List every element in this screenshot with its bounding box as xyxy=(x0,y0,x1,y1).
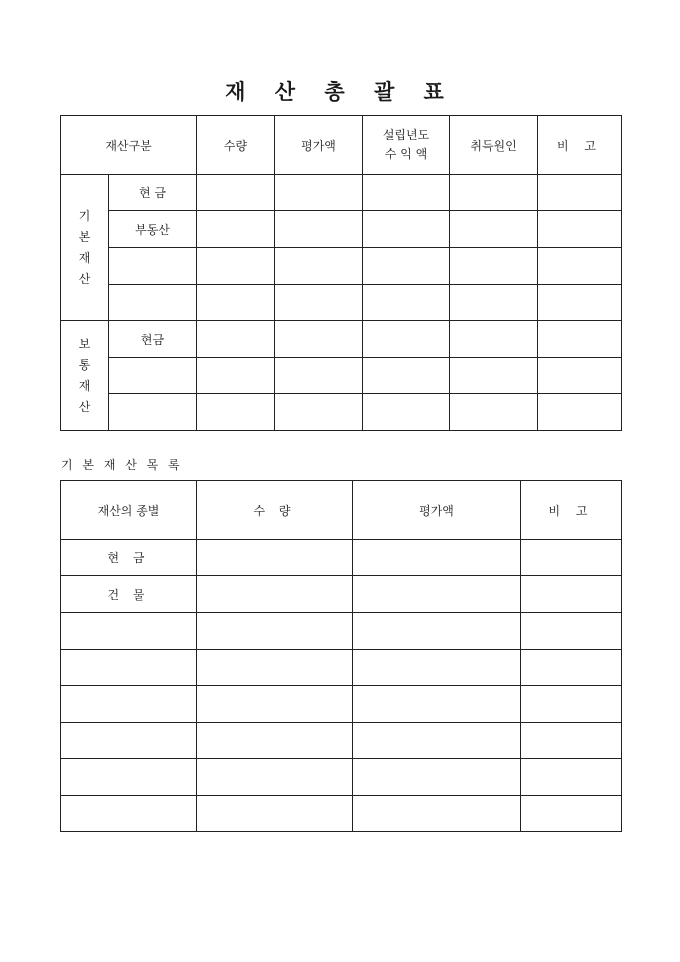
header-quantity: 수 량 xyxy=(197,481,353,540)
header-category: 재산구분 xyxy=(61,116,197,175)
header-founding-income xyxy=(363,116,450,175)
group-basic-property: 기 본 재 산 xyxy=(61,175,109,321)
row-label: 현 금 xyxy=(109,175,197,211)
inventory-header-row xyxy=(61,481,622,540)
header-founding-income-line1: 설립년도 xyxy=(382,128,430,142)
page-title: 재 산 총 괄 표 xyxy=(225,79,455,104)
group-ordinary-property: 보 통 재 산 xyxy=(61,321,109,431)
table-row xyxy=(61,540,622,576)
table-row xyxy=(61,394,622,431)
header-quantity: 수량 xyxy=(197,116,275,175)
table-row xyxy=(61,686,622,723)
row-label xyxy=(61,723,197,759)
header-remarks: 비 고 xyxy=(538,116,622,175)
table-row xyxy=(61,248,622,285)
header-founding-income-line2: 수 익 액 xyxy=(384,147,428,161)
property-summary-table xyxy=(60,115,622,431)
row-label xyxy=(109,358,197,394)
table-row xyxy=(61,285,622,321)
table-row xyxy=(61,759,622,796)
row-label xyxy=(109,285,197,321)
row-label xyxy=(61,650,197,686)
basic-property-inventory-table xyxy=(60,480,622,832)
table-row xyxy=(61,723,622,759)
row-label xyxy=(109,248,197,285)
header-remarks: 비 고 xyxy=(521,481,622,540)
row-label: 현 금 xyxy=(61,540,197,576)
table-row xyxy=(61,613,622,650)
row-label xyxy=(61,759,197,796)
row-label: 현금 xyxy=(109,321,197,358)
header-property-type: 재산의 종별 xyxy=(61,481,197,540)
row-label xyxy=(61,686,197,723)
table-row xyxy=(61,321,622,358)
table-row xyxy=(61,796,622,832)
header-acquisition: 취득원인 xyxy=(450,116,538,175)
row-label: 건 물 xyxy=(61,576,197,613)
table-row xyxy=(61,650,622,686)
row-label xyxy=(109,394,197,431)
table-row xyxy=(61,358,622,394)
table-row xyxy=(61,576,622,613)
row-label: 부동산 xyxy=(109,211,197,248)
summary-header-row xyxy=(61,116,622,175)
row-label xyxy=(61,796,197,832)
header-valuation: 평가액 xyxy=(275,116,363,175)
inventory-title: 기 본 재 산 목 록 xyxy=(61,458,183,472)
row-label xyxy=(61,613,197,650)
header-valuation: 평가액 xyxy=(353,481,521,540)
table-row xyxy=(61,211,622,248)
table-row xyxy=(61,175,622,211)
